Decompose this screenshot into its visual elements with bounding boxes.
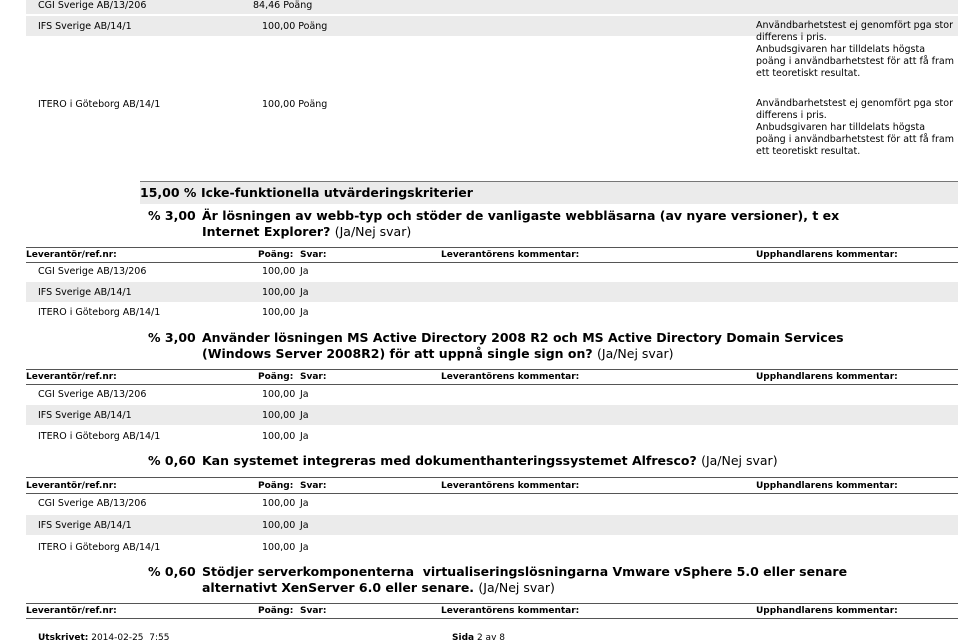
criterion-3-row-2-answer: Ja [300, 520, 309, 531]
footer-printed [38, 633, 169, 643]
criterion-3-col-points: Poäng: [258, 481, 294, 491]
criterion-2-header-top-rule [26, 369, 958, 370]
criterion-2-answer-type: (Ja/Nej svar) [597, 346, 674, 361]
criterion-3-row-2-points: 100,00 [262, 520, 296, 531]
top-row-shade [26, 0, 958, 14]
criterion-3-col-buyer-comment: Upphandlarens kommentar: [756, 481, 898, 491]
criterion-4-header-bottom-rule [26, 618, 958, 619]
criterion-1-row-2-supplier: IFS Sverige AB/14/1 [38, 287, 132, 298]
criterion-3-percent: % 0,60 [148, 453, 196, 468]
top-row-0-points: 84,46 Poäng [253, 0, 313, 11]
criterion-3-answer-type: (Ja/Nej svar) [701, 453, 778, 468]
criterion-2-row-1-points: 100,00 [262, 389, 296, 400]
criterion-1-header-bottom-rule [26, 262, 958, 263]
criterion-2-col-buyer-comment: Upphandlarens kommentar: [756, 372, 898, 382]
criterion-4-col-supplier-comment: Leverantörens kommentar: [441, 606, 580, 616]
top-row-1-note-2: Anbudsgivaren har tilldelats högsta poäng i användbarhetstest för att få fram ett teoretiskt resultat. [756, 44, 955, 79]
footer-page [452, 633, 505, 643]
criterion-2-percent: % 3,00 [148, 330, 196, 345]
criterion-1-row-1-supplier: CGI Sverige AB/13/206 [38, 266, 147, 277]
criterion-2-col-answer: Svar: [300, 372, 327, 382]
criterion-2-col-supplier: Leverantör/ref.nr: [26, 372, 117, 382]
criterion-4-col-answer: Svar: [300, 606, 327, 616]
top-row-1-points: 100,00 Poäng [262, 21, 328, 32]
section-title: Icke-funktionella utvärderingskriterier [201, 185, 473, 200]
top-row-1-notes [756, 20, 956, 80]
criterion-2-row-3-answer: Ja [300, 431, 309, 442]
top-row-0-supplier: CGI Sverige AB/13/206 [38, 0, 147, 11]
criterion-1-row-3-points: 100,00 [262, 307, 296, 318]
criterion-2-row-3-supplier: ITERO i Göteborg AB/14/1 [38, 431, 161, 442]
criterion-3-row-1-answer: Ja [300, 498, 309, 509]
criterion-3-question-line1: Kan systemet integreras med dokumenthanteringssystemet Alfresco? [202, 453, 697, 468]
criterion-3-header-top-rule [26, 477, 958, 478]
criterion-2-col-points: Poäng: [258, 372, 294, 382]
criterion-1-question-line2: Internet Explorer? [202, 224, 331, 239]
criterion-3-row-1-supplier: CGI Sverige AB/13/206 [38, 498, 147, 509]
criterion-1-question-line1: Är lösningen av webb-typ och stöder de vanligaste webbläsarna (av nyare versioner), t ex [202, 208, 840, 223]
criterion-2-row-1-answer: Ja [300, 389, 309, 400]
criterion-1-col-buyer-comment: Upphandlarens kommentar: [756, 250, 898, 260]
criterion-2-question-line2: (Windows Server 2008R2) för att uppnå single sign on? [202, 346, 593, 361]
criterion-1-col-answer: Svar: [300, 250, 327, 260]
criterion-2-row-3-points: 100,00 [262, 431, 296, 442]
criterion-3-header-bottom-rule [26, 493, 958, 494]
criterion-2-row-2-answer: Ja [300, 410, 309, 421]
criterion-4-header-top-rule [26, 603, 958, 604]
footer-printed-value: 2014-02-25 7:55 [91, 633, 170, 643]
criterion-2-row-1-supplier: CGI Sverige AB/13/206 [38, 389, 147, 400]
criterion-2-row-2-points: 100,00 [262, 410, 296, 421]
top-row-2-supplier: ITERO i Göteborg AB/14/1 [38, 99, 161, 110]
top-row-2-note-2: Anbudsgivaren har tilldelats högsta poäng i användbarhetstest för att få fram ett teoretiskt resultat. [756, 122, 955, 157]
criterion-3-row-3-supplier: ITERO i Göteborg AB/14/1 [38, 542, 161, 553]
criterion-4-col-points: Poäng: [258, 606, 294, 616]
section-percent: 15,00 % [140, 185, 197, 200]
top-row-2-note-1: Användbarhetstest ej genomfört pga stor differens i pris. [756, 98, 953, 121]
criterion-4-question-line1: Stödjer serverkomponenterna virtualiseringslösningarna Vmware vSphere 5.0 eller senare [202, 564, 848, 579]
top-row-1-supplier: IFS Sverige AB/14/1 [38, 21, 132, 32]
criterion-1-row-2-answer: Ja [300, 287, 309, 298]
criterion-4-answer-type: (Ja/Nej svar) [478, 580, 555, 595]
criterion-2-col-supplier-comment: Leverantörens kommentar: [441, 372, 580, 382]
criterion-3-row-1-points: 100,00 [262, 498, 296, 509]
criterion-2-question-line1: Använder lösningen MS Active Directory 2008 R2 och MS Active Directory Domain Services [202, 330, 844, 345]
criterion-1-header-top-rule [26, 247, 958, 248]
criterion-4-percent: % 0,60 [148, 564, 196, 579]
criterion-3-col-supplier-comment: Leverantörens kommentar: [441, 481, 580, 491]
criterion-1-row-1-points: 100,00 [262, 266, 296, 277]
criterion-4-col-supplier: Leverantör/ref.nr: [26, 606, 117, 616]
criterion-3-row-3-points: 100,00 [262, 542, 296, 553]
criterion-3-col-answer: Svar: [300, 481, 327, 491]
criterion-1-row-2-shade [26, 282, 958, 302]
criterion-3-row-2-shade [26, 515, 958, 535]
criterion-4-col-buyer-comment: Upphandlarens kommentar: [756, 606, 898, 616]
criterion-1-question [202, 208, 839, 240]
criterion-2-question [202, 330, 844, 362]
criterion-4-question [202, 564, 847, 596]
criterion-3-col-supplier: Leverantör/ref.nr: [26, 481, 117, 491]
top-row-2-notes [756, 98, 956, 158]
criterion-1-row-3-supplier: ITERO i Göteborg AB/14/1 [38, 307, 161, 318]
criterion-1-answer-type: (Ja/Nej svar) [334, 224, 412, 239]
criterion-1-col-supplier-comment: Leverantörens kommentar: [441, 250, 580, 260]
criterion-3-row-3-answer: Ja [300, 542, 309, 553]
criterion-3-question [202, 453, 778, 469]
criterion-4-question-line2: alternativt XenServer 6.0 eller senare. [202, 580, 475, 595]
criterion-2-row-2-supplier: IFS Sverige AB/14/1 [38, 410, 132, 421]
criterion-1-row-1-answer: Ja [300, 266, 309, 277]
top-row-1-note-1: Användbarhetstest ej genomfört pga stor differens i pris. [756, 20, 953, 43]
criterion-1-col-points: Poäng: [258, 250, 294, 260]
criterion-1-col-supplier: Leverantör/ref.nr: [26, 250, 117, 260]
criterion-2-row-2-shade [26, 405, 958, 425]
criterion-2-header-bottom-rule [26, 384, 958, 385]
criterion-1-row-2-points: 100,00 [262, 287, 296, 298]
criterion-1-row-3-answer: Ja [300, 307, 309, 318]
footer-page-value: 2 av 8 [476, 633, 505, 643]
criterion-3-row-2-supplier: IFS Sverige AB/14/1 [38, 520, 132, 531]
footer-printed-label: Utskrivet: [38, 633, 89, 643]
footer-page-label: Sida [452, 633, 475, 643]
top-row-2-points: 100,00 Poäng [262, 99, 328, 110]
criterion-1-percent: % 3,00 [148, 208, 196, 223]
